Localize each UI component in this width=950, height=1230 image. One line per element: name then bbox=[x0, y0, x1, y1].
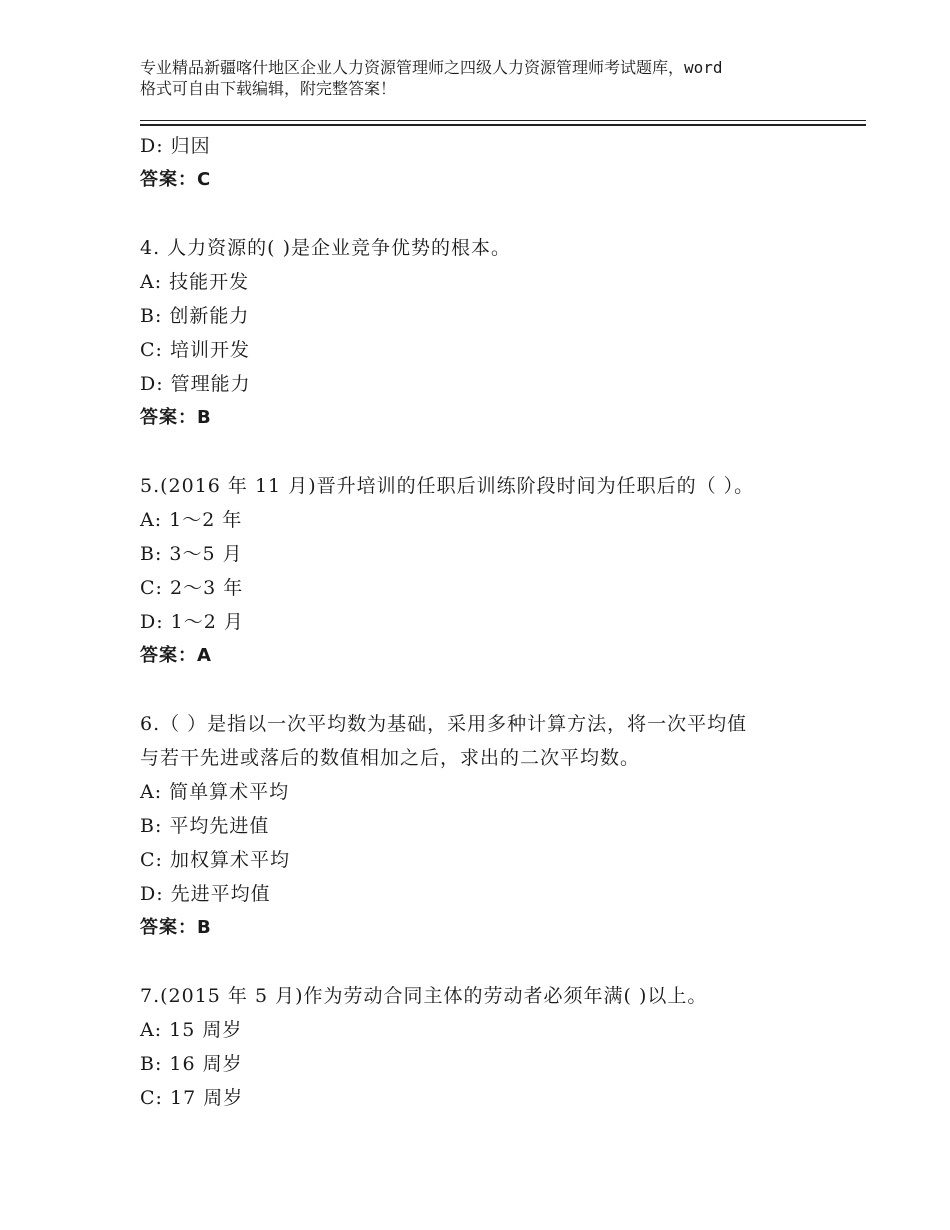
q6-question-line2: 与若干先进或落后的数值相加之后，求出的二次平均数。 bbox=[140, 747, 641, 769]
q5-question: 5.(2016 年 11 月)晋升培训的任职后训练阶段时间为任职后的（ ）。 bbox=[140, 475, 755, 497]
q5-option-b: B: 3～5 月 bbox=[140, 543, 243, 565]
header-divider-thick bbox=[140, 124, 866, 126]
q3-answer: 答案：C bbox=[140, 169, 212, 190]
document-header bbox=[140, 57, 840, 99]
q7-option-b: B: 16 周岁 bbox=[140, 1053, 243, 1075]
q6-option-a: A: 简单算术平均 bbox=[140, 781, 290, 803]
q7-option-a: A: 15 周岁 bbox=[140, 1019, 243, 1041]
q6-answer: 答案：B bbox=[140, 917, 212, 938]
header-title-line1: 专业精品新疆喀什地区企业人力资源管理师之四级人力资源管理师考试题库，word bbox=[140, 58, 723, 77]
header-title-line2: 格式可自由下载编辑，附完整答案！ bbox=[140, 79, 397, 98]
q5-option-d: D: 1～2 月 bbox=[140, 611, 244, 633]
q3-option-d: D: 归因 bbox=[140, 135, 211, 157]
q5-answer: 答案：A bbox=[140, 645, 212, 666]
question-list bbox=[140, 129, 840, 1115]
q6-option-d: D: 先进平均值 bbox=[140, 883, 271, 905]
q7-option-c: C: 17 周岁 bbox=[140, 1087, 244, 1109]
q7-question: 7.(2015 年 5 月)作为劳动合同主体的劳动者必须年满( )以上。 bbox=[140, 985, 708, 1007]
q6-question-line1: 6.（ ）是指以一次平均数为基础，采用多种计算方法，将一次平均值 bbox=[140, 713, 748, 735]
q5-option-c: C: 2～3 年 bbox=[140, 577, 244, 599]
header-divider-thin bbox=[140, 120, 866, 121]
q4-option-c: C: 培训开发 bbox=[140, 339, 250, 361]
q4-question: 4. 人力资源的( )是企业竞争优势的根本。 bbox=[140, 237, 512, 259]
q4-option-b: B: 创新能力 bbox=[140, 305, 250, 327]
q6-option-b: B: 平均先进值 bbox=[140, 815, 270, 837]
q6-option-c: C: 加权算术平均 bbox=[140, 849, 290, 871]
q4-answer: 答案：B bbox=[140, 407, 212, 428]
q4-option-a: A: 技能开发 bbox=[140, 271, 250, 293]
q4-option-d: D: 管理能力 bbox=[140, 373, 251, 395]
q5-option-a: A: 1～2 年 bbox=[140, 509, 243, 531]
